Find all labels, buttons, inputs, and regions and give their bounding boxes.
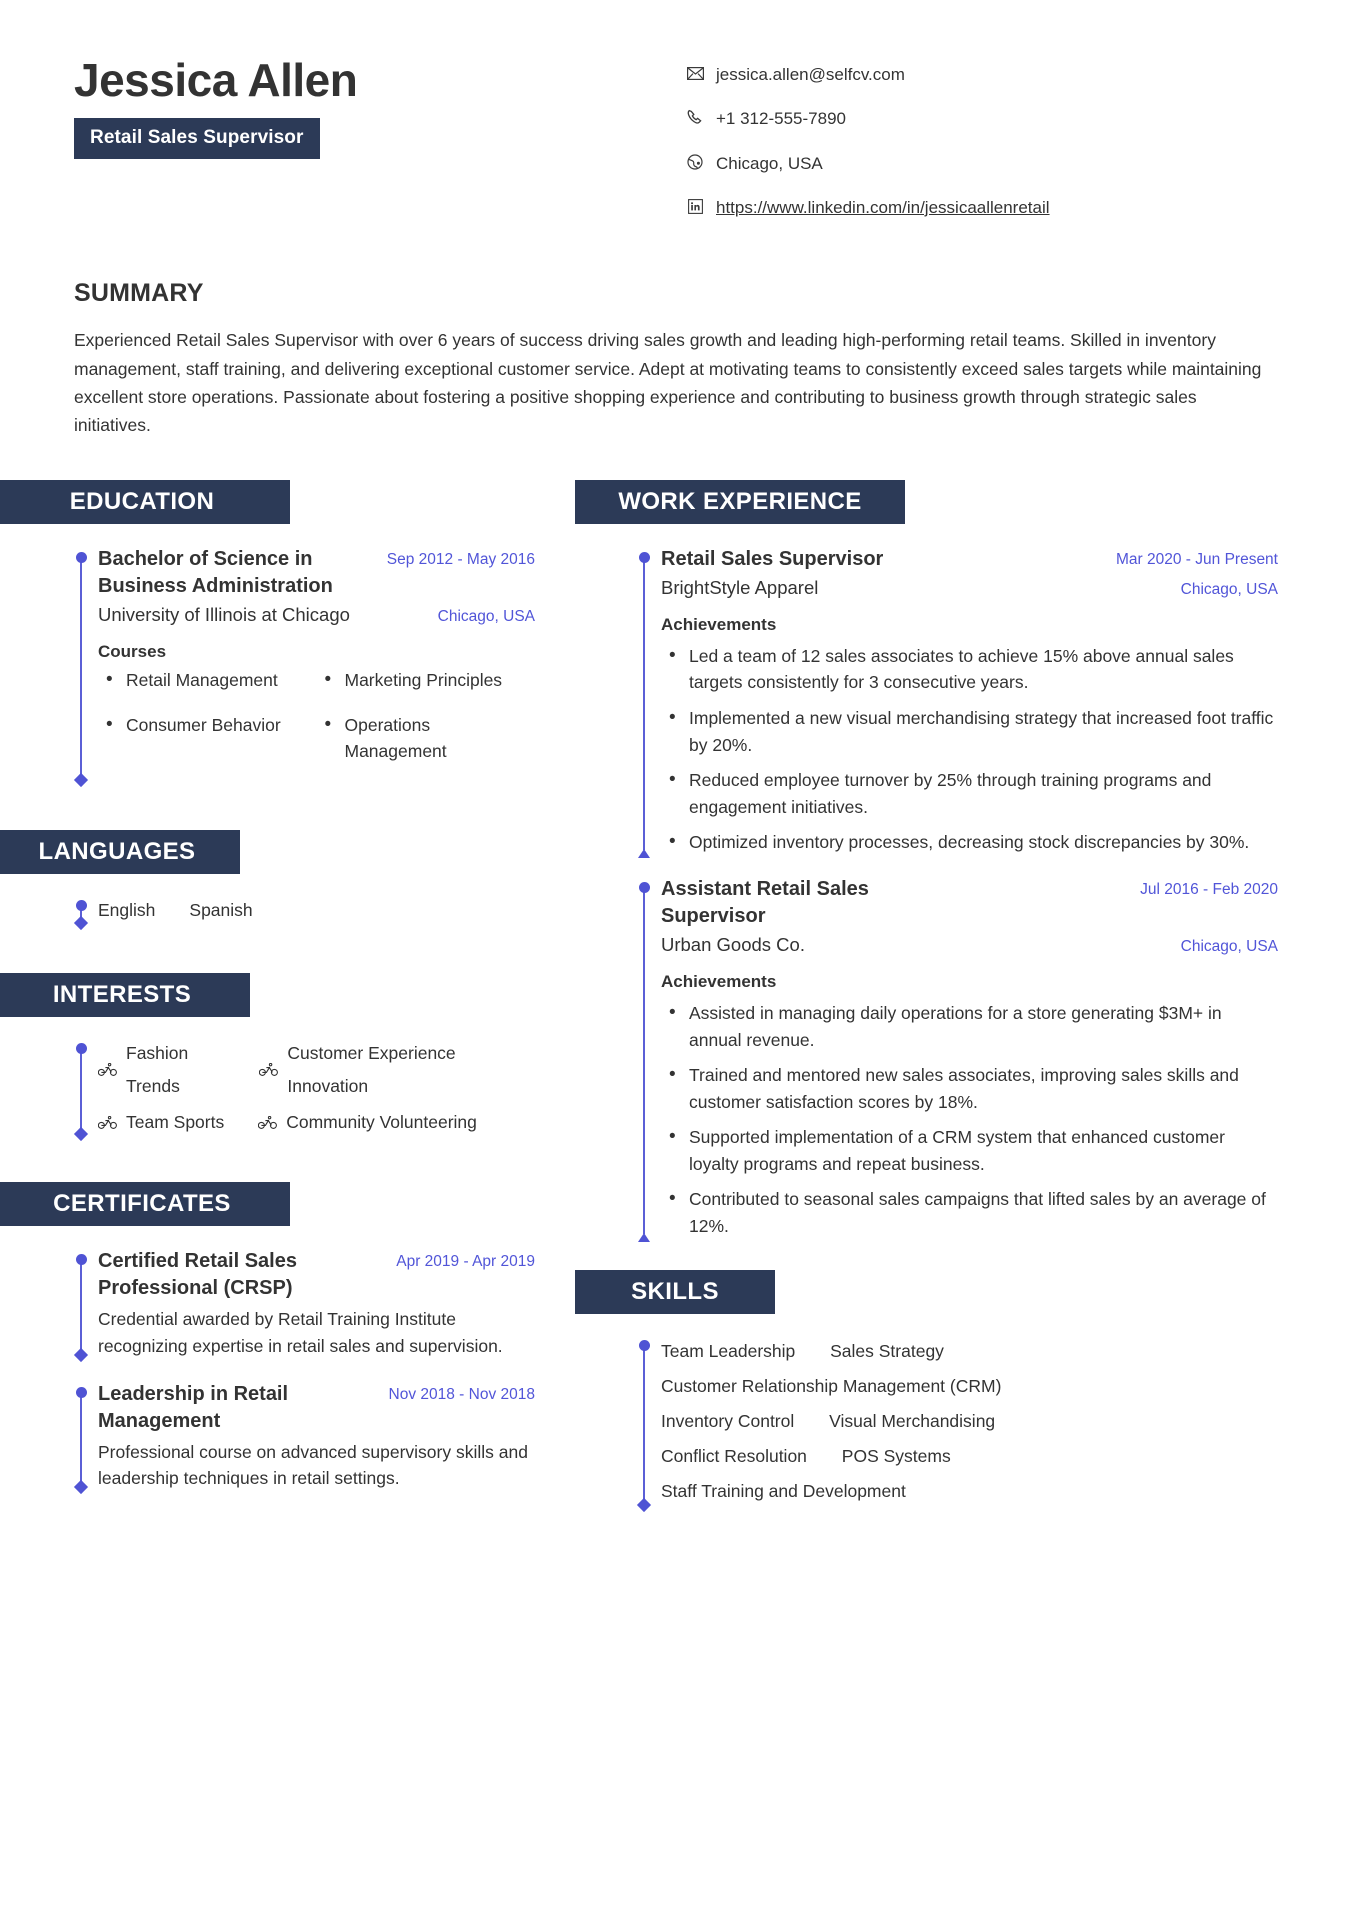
header-identity bbox=[74, 48, 594, 239]
bicycle-icon bbox=[98, 1063, 117, 1076]
timeline-line bbox=[80, 554, 82, 778]
bicycle-icon bbox=[98, 1116, 117, 1129]
work-body bbox=[575, 546, 1350, 1240]
timeline-dot bbox=[76, 1387, 87, 1398]
interest-label: Customer Experience Innovation bbox=[287, 1043, 456, 1096]
skill-item: Conflict Resolution bbox=[661, 1445, 807, 1466]
contact-linkedin-text[interactable]: https://www.linkedin.com/in/jessicaallenretail bbox=[716, 198, 1050, 218]
timeline-line bbox=[80, 1389, 82, 1486]
interests-row bbox=[98, 1037, 535, 1102]
phone-icon bbox=[684, 107, 706, 127]
timeline-dot bbox=[76, 552, 87, 563]
section-header-languages: LANGUAGES bbox=[0, 830, 240, 874]
list-item: • Supported implementation of a CRM system that enhanced customer loyalty programs and repeat business. bbox=[661, 1124, 1278, 1177]
skill-item: POS Systems bbox=[841, 1445, 951, 1466]
work-company: BrightStyle Apparel bbox=[661, 576, 819, 598]
contact-email-text: jessica.allen@selfcv.com bbox=[716, 65, 905, 84]
certificates-body bbox=[0, 1248, 575, 1491]
section-header-certificates: CERTIFICATES bbox=[0, 1182, 290, 1226]
list-item: • Operations Management bbox=[317, 713, 536, 764]
timeline-line bbox=[643, 554, 645, 850]
education-body bbox=[0, 546, 575, 784]
timeline-dot bbox=[639, 552, 650, 563]
globe-icon bbox=[684, 152, 706, 172]
timeline-dot bbox=[76, 1043, 87, 1054]
work-date: Jul 2016 - Feb 2020 bbox=[1140, 880, 1278, 898]
work-timeline-1 bbox=[637, 546, 1278, 856]
courses-label: Courses bbox=[98, 641, 167, 661]
skill-item: Staff Training and Development bbox=[661, 1480, 906, 1501]
job-title-badge: Retail Sales Supervisor bbox=[74, 118, 320, 159]
courses-column-2 bbox=[317, 668, 536, 784]
skills-row bbox=[661, 1404, 1278, 1439]
certificate-title: Certified Retail Sales Professional (CRSP) bbox=[98, 1250, 297, 1300]
certificate-entry bbox=[98, 1248, 535, 1359]
list-item: • Contributed to seasonal sales campaigns that lifted sales by an average of 12%. bbox=[661, 1186, 1278, 1239]
skills-row bbox=[661, 1369, 1278, 1404]
list-item: • Trained and mentored new sales associates, improving sales skills and customer satisfaction scores by 18%. bbox=[661, 1062, 1278, 1115]
timeline-dot bbox=[76, 900, 87, 911]
bicycle-icon bbox=[259, 1063, 278, 1076]
list-item: • Reduced employee turnover by 25% through training programs and engagement initiatives. bbox=[661, 767, 1278, 820]
list-item: • Retail Management bbox=[98, 668, 317, 693]
interest-item bbox=[98, 1037, 225, 1102]
languages-body bbox=[0, 894, 575, 927]
summary-heading: SUMMARY bbox=[74, 279, 204, 308]
courses-grid bbox=[98, 668, 535, 784]
contact-item-email[interactable] bbox=[684, 62, 1290, 88]
section-header-skills: SKILLS bbox=[575, 1270, 775, 1314]
certificate-timeline-2 bbox=[74, 1381, 535, 1492]
interest-label: Community Volunteering bbox=[286, 1111, 477, 1132]
certificate-description: Professional course on advanced supervisory skills and leadership techniques in retail settings. bbox=[98, 1441, 528, 1488]
work-achievements-list bbox=[661, 1000, 1278, 1240]
achievements-label: Achievements bbox=[661, 971, 777, 991]
interest-item bbox=[259, 1037, 501, 1102]
interests-list bbox=[98, 1037, 535, 1138]
work-entry bbox=[661, 876, 1278, 1240]
timeline-end-marker bbox=[74, 1480, 88, 1494]
work-timeline-2 bbox=[637, 876, 1278, 1240]
skill-item: Inventory Control bbox=[661, 1410, 795, 1431]
contact-item-phone[interactable] bbox=[684, 106, 1290, 132]
courses-column-1 bbox=[98, 668, 317, 784]
resume-header bbox=[0, 0, 1350, 239]
certificate-date: Apr 2019 - Apr 2019 bbox=[396, 1253, 535, 1271]
contact-item-linkedin[interactable] bbox=[684, 195, 1290, 221]
work-location: Chicago, USA bbox=[1180, 937, 1278, 955]
interest-item bbox=[98, 1106, 224, 1138]
timeline-line bbox=[643, 1342, 645, 1503]
skills-row bbox=[661, 1334, 1278, 1369]
education-degree: Bachelor of Science in Business Administration bbox=[98, 547, 333, 597]
skills-list bbox=[661, 1334, 1278, 1509]
list-item: • Marketing Principles bbox=[317, 668, 536, 693]
skills-row bbox=[661, 1439, 1278, 1474]
left-column bbox=[0, 480, 575, 1509]
skill-item: Team Leadership bbox=[661, 1340, 796, 1361]
education-entry bbox=[98, 546, 535, 784]
page-title: Jessica Allen bbox=[74, 54, 358, 106]
timeline-end-marker bbox=[74, 773, 88, 787]
languages-list bbox=[98, 894, 535, 927]
timeline-end-marker bbox=[638, 1233, 650, 1242]
skill-item: Sales Strategy bbox=[830, 1340, 944, 1361]
certificate-date: Nov 2018 - Nov 2018 bbox=[388, 1385, 535, 1403]
section-header-interests: INTERESTS bbox=[0, 973, 250, 1017]
interest-label: Fashion Trends bbox=[126, 1043, 189, 1096]
skills-timeline bbox=[637, 1334, 1278, 1509]
achievements-label: Achievements bbox=[661, 614, 777, 634]
list-item: • Led a team of 12 sales associates to achieve 15% above annual sales targets consistently for 3 consecutive years. bbox=[661, 643, 1278, 696]
education-school: University of Illinois at Chicago bbox=[98, 603, 350, 625]
skill-item: Customer Relationship Management (CRM) bbox=[661, 1375, 1002, 1396]
certificate-title: Leadership in Retail Management bbox=[98, 1382, 289, 1432]
work-location: Chicago, USA bbox=[1180, 580, 1278, 598]
body-columns bbox=[0, 440, 1350, 1509]
work-job-title: Assistant Retail Sales Supervisor bbox=[661, 877, 869, 927]
timeline-end-marker bbox=[637, 1498, 651, 1512]
right-column bbox=[575, 480, 1350, 1509]
timeline-line bbox=[80, 1045, 82, 1132]
contact-item-location[interactable] bbox=[684, 151, 1290, 177]
contact-location-text: Chicago, USA bbox=[716, 153, 823, 173]
interest-item bbox=[258, 1106, 477, 1138]
skills-row bbox=[661, 1474, 1278, 1509]
timeline-end-marker bbox=[638, 849, 650, 858]
education-timeline bbox=[74, 546, 535, 784]
linkedin-icon bbox=[684, 196, 706, 216]
interest-label: Team Sports bbox=[126, 1111, 225, 1132]
contact-list bbox=[594, 48, 1290, 239]
work-date: Mar 2020 - Jun Present bbox=[1116, 550, 1278, 568]
list-item: • Assisted in managing daily operations for a store generating $3M+ in annual revenue. bbox=[661, 1000, 1278, 1053]
bicycle-icon bbox=[258, 1116, 277, 1129]
summary-section bbox=[0, 239, 1350, 439]
education-location: Chicago, USA bbox=[437, 607, 535, 625]
list-item: • Optimized inventory processes, decreasing stock discrepancies by 30%. bbox=[661, 829, 1278, 856]
interests-body bbox=[0, 1037, 575, 1138]
languages-timeline bbox=[74, 894, 535, 927]
work-achievements-list bbox=[661, 643, 1278, 856]
timeline-end-marker bbox=[74, 1348, 88, 1362]
list-item: • Implemented a new visual merchandising strategy that increased foot traffic by 20%. bbox=[661, 705, 1278, 758]
timeline-dot bbox=[639, 882, 650, 893]
education-date: Sep 2012 - May 2016 bbox=[386, 550, 535, 568]
certificate-entry bbox=[98, 1381, 535, 1492]
certificate-description: Credential awarded by Retail Training Institute recognizing expertise in retail sales and supervision. bbox=[98, 1309, 503, 1356]
timeline-line bbox=[643, 884, 645, 1234]
interests-timeline bbox=[74, 1037, 535, 1138]
section-header-work: WORK EXPERIENCE bbox=[575, 480, 905, 524]
work-entry bbox=[661, 546, 1278, 856]
certificate-timeline-1 bbox=[74, 1248, 535, 1359]
interests-row bbox=[98, 1106, 535, 1138]
timeline-line bbox=[80, 1256, 82, 1353]
section-header-education: EDUCATION bbox=[0, 480, 290, 524]
work-job-title: Retail Sales Supervisor bbox=[661, 547, 884, 570]
skill-item: Visual Merchandising bbox=[829, 1410, 996, 1431]
timeline-dot bbox=[639, 1340, 650, 1351]
timeline-dot bbox=[76, 1254, 87, 1265]
timeline-end-marker bbox=[74, 916, 88, 930]
list-item: • Consumer Behavior bbox=[98, 713, 317, 738]
list-item: Spanish bbox=[189, 899, 253, 920]
timeline-end-marker bbox=[74, 1127, 88, 1141]
contact-phone-text: +1 312-555-7890 bbox=[716, 109, 846, 129]
work-company: Urban Goods Co. bbox=[661, 933, 805, 955]
summary-text: Experienced Retail Sales Supervisor with over 6 years of success driving sales growth and leading high-performing retail teams. Skilled in inventory management, staff training, and delivering exceptional customer service. Adept at motivating teams to consistently exceed sales targets while maintaining excellent store operations. Passionate about fostering a positive shopping experience and contributing to business growth through strategic sales initiatives. bbox=[74, 330, 1262, 436]
skills-body bbox=[575, 1334, 1350, 1509]
list-item: English bbox=[98, 899, 156, 920]
email-icon bbox=[684, 63, 706, 83]
